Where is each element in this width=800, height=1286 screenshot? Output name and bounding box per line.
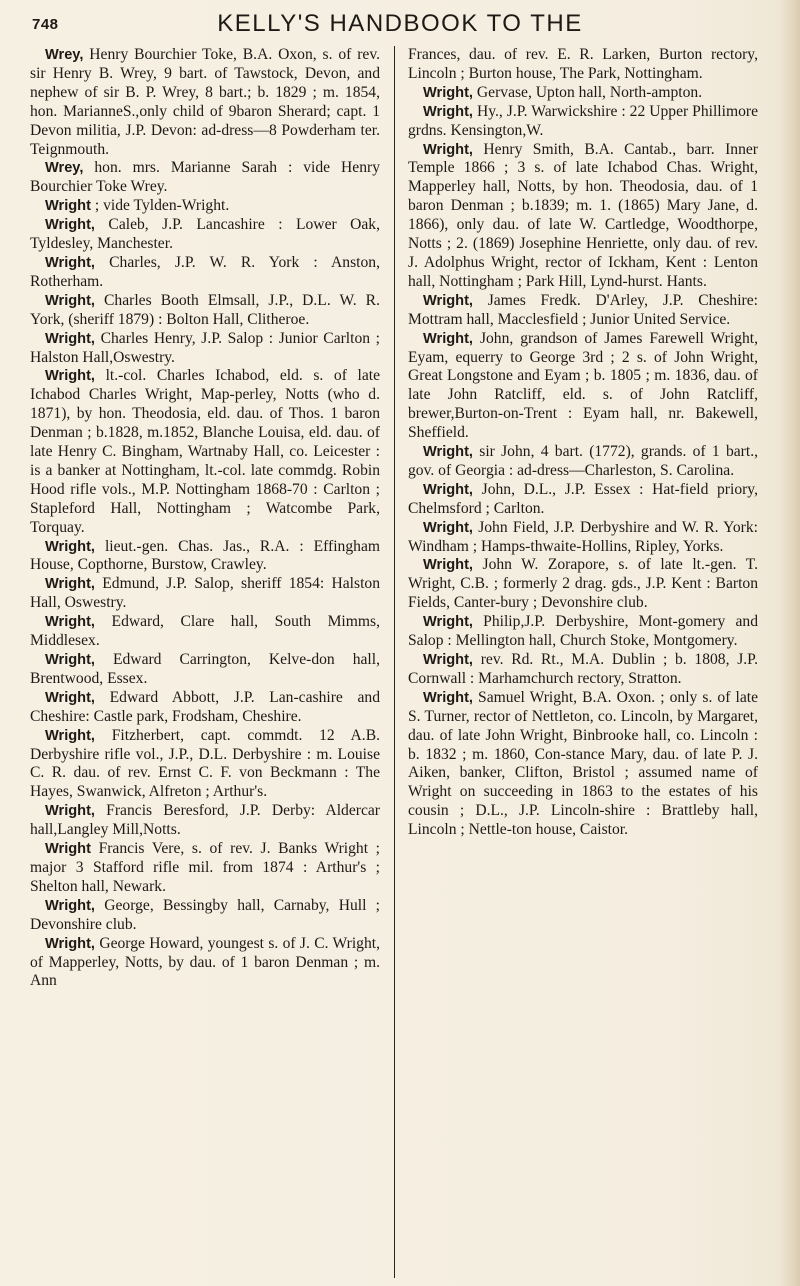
right-column [408, 46, 758, 1278]
directory-entry [30, 367, 380, 537]
directory-entry [408, 103, 758, 141]
continued-entry: Frances, dau. of rev. E. R. Larken, Burton rectory, Lincoln ; Burton house, The Park, Nottingham. [408, 46, 758, 82]
entry-text: lieut.-gen. Chas. Jas., R.A. : Effingham House, Copthorne, Burstow, Crawley. [30, 537, 380, 574]
entry-text: Edward, Clare hall, South Mimms, Middlesex. [30, 613, 380, 650]
entry-text: John Field, J.P. Derbyshire and W. R. York: Windham ; Hamps-thwaite-Hollins, Ripley, Yorks. [408, 518, 758, 555]
entry-surname: Wright [45, 198, 91, 215]
entry-text: Hy., J.P. Warwickshire : 22 Upper Phillimore grdns. Kensington,W. [408, 102, 758, 139]
entry-surname: Wright, [423, 103, 473, 120]
directory-entry [30, 689, 380, 727]
directory-entry [30, 613, 380, 651]
entry-text: hon. mrs. Marianne Sarah : vide Henry Bourchier Toke Wrey. [30, 159, 380, 196]
page-number: 748 [32, 16, 59, 33]
page-header [0, 2, 800, 40]
directory-entry [408, 84, 758, 103]
entry-surname: Wright, [423, 519, 473, 536]
directory-entry [408, 613, 758, 651]
directory-entry [30, 840, 380, 897]
entry-surname: Wright, [45, 538, 95, 555]
entry-text: Edward Abbott, J.P. Lan-cashire and Cheshire: Castle park, Frodsham, Cheshire. [30, 688, 380, 725]
entry-text: John W. Zorapore, s. of late lt.-gen. T. Wright, C.B. ; formerly 2 drag. gds., J.P. Kent : Barton Fields, Canter-bury ; Devonshire club. [408, 556, 758, 612]
entry-text: Charles Booth Elmsall, J.P., D.L. W. R. York, (sheriff 1879) : Bolton Hall, Clitheroe. [30, 291, 380, 328]
entry-surname: Wright, [423, 84, 473, 101]
entry-surname: Wright, [45, 217, 95, 234]
entry-text: ; vide Tylden-Wright. [90, 197, 230, 215]
directory-entry [30, 254, 380, 292]
directory-entry [30, 802, 380, 840]
entry-text: Francis Beresford, J.P. Derby: Aldercar hall,Langley Mill,Notts. [30, 802, 380, 839]
entry-text: Charles Henry, J.P. Salop : Junior Carlton ; Halston Hall,Oswestry. [30, 329, 380, 366]
text-columns [30, 46, 758, 1278]
running-title: KELLY'S HANDBOOK TO THE [217, 10, 583, 37]
directory-entry [30, 330, 380, 368]
entry-surname: Wrey, [45, 160, 84, 177]
directory-entry [408, 651, 758, 689]
entry-text: George Howard, youngest s. of J. C. Wright, of Mapperley, Notts, by dau. of 1 baron Denman ; m. Ann [30, 934, 380, 990]
directory-entry [30, 159, 380, 197]
entry-surname: Wright, [45, 689, 95, 706]
directory-entry [30, 538, 380, 576]
entry-surname: Wrey, [45, 47, 84, 63]
entry-text: John, grandson of James Farewell Wright, Eyam, equerry to George 3rd ; 2 s. of John Wright, Great Longstone and Eyam ; b. 1805 ; m. 1836, dau. of late John Ratcliff, eld. s. of John Ratcliff, brewer,Burton-on-Trent : Eyam hall, nr. Bakewell, Sheffield. [408, 329, 758, 442]
entry-text: John, D.L., J.P. Essex : Hat-field priory, Chelmsford ; Carlton. [408, 480, 758, 517]
page-edge-shadow [778, 0, 800, 1286]
entry-surname: Wright, [45, 614, 95, 631]
entry-surname: Wright, [45, 368, 95, 385]
left-column [30, 46, 380, 1278]
directory-entry [408, 141, 758, 292]
entry-surname: Wright, [423, 481, 473, 498]
entry-text: Samuel Wright, B.A. Oxon. ; only s. of late S. Turner, rector of Nettleton, co. Lincoln, by Margaret, dau. of late John Wright, Binbrooke hall, co. Lincoln : b. 1832 ; m. 1860, Con-stance Mary, dau. of late P. J. Aiken, banker, Clifton, Bristol ; assumed name of Wright on succeeding in 1863 to the estates of his cousin ; D.L., J.P. Lincoln-shire : Brattleby hall, Lincoln ; Nettle-ton house, Caistor. [408, 688, 758, 839]
directory-entry [408, 443, 758, 481]
entry-surname: Wright, [45, 727, 95, 744]
entry-surname: Wright, [423, 652, 473, 668]
entry-surname: Wright, [45, 897, 95, 914]
entry-text: Henry Bourchier Toke, B.A. Oxon, s. of rev. sir Henry B. Wrey, 9 bart. of Tawstock, Devon, and nephew of sir B. P. Wrey, 8 bart.; b. 1829 ; m. 1854, hon. MarianneS.,only child of 9baron Sherard; capt. 1 Devon militia, J.P. Devon: ad-dress—8 Powderham ter. Teignmouth. [30, 46, 380, 158]
column-divider [394, 46, 395, 1278]
entry-text: Caleb, J.P. Lancashire : Lower Oak, Tyldesley, Manchester. [30, 216, 380, 253]
directory-entry [30, 575, 380, 613]
entry-text: Edmund, J.P. Salop, sheriff 1854: Halston Hall, Oswestry. [30, 575, 380, 612]
entry-surname: Wright, [423, 614, 473, 631]
entry-text: George, Bessingby hall, Carnaby, Hull ; Devonshire club. [30, 896, 380, 933]
entry-text: Francis Vere, s. of rev. J. Banks Wright ; major 3 Stafford rifle mil. from 1874 : Arthur's ; Shelton hall, Newark. [30, 840, 380, 895]
entry-surname: Wright, [45, 803, 95, 820]
entry-surname: Wright, [45, 935, 95, 952]
entry-surname: Wright, [423, 330, 473, 347]
entry-surname: Wright, [45, 254, 95, 271]
entry-text: Henry Smith, B.A. Cantab., barr. Inner Temple 1866 ; 3 s. of late Ichabod Chas. Wright, Mapperley hall, Notts, by hon. Theodosia, dau. of 1 baron Denman ; b.1839; m. 1. (1865) Mary Jane, d. 1866), only dau. of late W. Cartledge, Woodthorpe, Notts ; 2. (1869) Josephine Henriette, only dau. of rev. J. Adolphus Wright, rector of Ickham, Kent : Lenton hall, Nottingham ; Park Hill, Lynd-hurst. Hants. [408, 140, 758, 290]
entry-text: James Fredk. D'Arley, J.P. Cheshire: Mottram hall, Macclesfield ; Junior United Service. [408, 291, 758, 328]
directory-entry [30, 46, 380, 159]
directory-entry [408, 481, 758, 519]
entry-surname: Wright, [45, 330, 95, 347]
entry-surname: Wright, [45, 576, 95, 593]
directory-entry [30, 897, 380, 935]
entry-surname: Wright, [45, 652, 95, 668]
entry-text: Philip,J.P. Derbyshire, Mont-gomery and Salop : Mellington hall, Church Stoke, Montgomery. [408, 613, 758, 650]
entry-text: Fitzherbert, capt. commdt. 12 A.B. Derbyshire rifle vol., J.P., D.L. Derbyshire : m. Louise C. R. dau. of rev. Ernst C. F. von Beckmann : The Hayes, Swanwick, Alfreton ; Arthur's. [30, 726, 380, 801]
entry-text: rev. Rd. Rt., M.A. Dublin ; b. 1808, J.P. Cornwall : Marhamchurch rectory, Stratton. [408, 651, 758, 687]
entry-surname: Wright, [423, 444, 473, 461]
entry-surname: Wright, [423, 292, 473, 309]
directory-entry [408, 330, 758, 443]
entry-text: Edward Carrington, Kelve-don hall, Brentwood, Essex. [30, 651, 380, 687]
entry-text: sir John, 4 bart. (1772), grands. of 1 bart., gov. of Georgia : ad-dress—Charleston, S. Carolina. [408, 443, 758, 479]
directory-entry [408, 556, 758, 613]
directory-entry [408, 292, 758, 330]
entry-surname: Wright, [423, 689, 473, 706]
directory-entry [30, 292, 380, 330]
directory-entry [30, 651, 380, 689]
directory-entry [30, 216, 380, 254]
directory-entry [408, 519, 758, 557]
entry-text: lt.-col. Charles Ichabod, eld. s. of late Ichabod Charles Wright, Map-perley, Notts (who d. 1871), by hon. Theodosia, eld. dau. of Thos. 1 baron Denman ; b.1828, m.1852, Blanche Louisa, eld. dau. of late Henry C. Bingham, Wartnaby Hall, co. Leicester : is a banker at Nottingham, lt.-col. late commdg. Robin Hood rifle vols., M.P. Nottingham 1868-70 : Carlton ; Stapleford Hall, Nottingham ; Watcombe Park, Torquay. [30, 367, 380, 536]
entry-surname: Wright, [45, 292, 95, 309]
entry-text: Gervase, Upton hall, North-ampton. [473, 83, 703, 101]
entry-surname: Wright [45, 841, 91, 858]
directory-entry [408, 689, 758, 840]
entry-text: Charles, J.P. W. R. York : Anston, Rotherham. [30, 253, 380, 290]
directory-entry [30, 727, 380, 803]
entry-surname: Wright, [423, 557, 473, 574]
directory-entry [30, 935, 380, 992]
entry-surname: Wright, [423, 141, 473, 158]
directory-entry [30, 197, 380, 216]
